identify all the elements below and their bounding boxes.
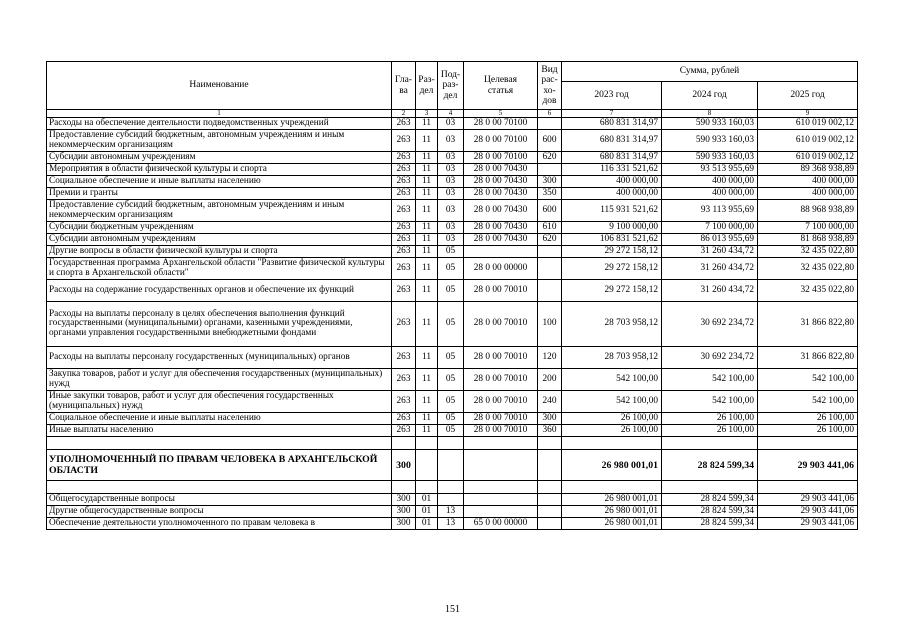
cell-razdel: 11 — [416, 234, 438, 246]
cell-name: Другие общегосударственные вопросы — [47, 506, 392, 518]
table-row — [47, 222, 858, 234]
cell-sum-2025: 89 368 938,89 — [758, 164, 858, 176]
cell-glava: 263 — [392, 413, 416, 425]
cell-target — [464, 494, 538, 506]
cell-vid — [538, 437, 562, 450]
cell-vid — [538, 494, 562, 506]
cell-podrazdel — [438, 437, 464, 450]
cell-sum-2023: 29 272 158,12 — [562, 246, 662, 258]
cell-sum-2023: 400 000,00 — [562, 176, 662, 188]
cell-sum-2023: 542 100,00 — [562, 369, 662, 391]
cell-name: Предоставление субсидий бюджетным, автономным учреждениям и иным некоммерческим организациям — [47, 200, 392, 222]
cell-target — [464, 437, 538, 450]
cell-name: Субсидии автономным учреждениям — [47, 152, 392, 164]
cell-sum-2023: 680 831 314,97 — [562, 130, 662, 152]
cell-sum-2023: 542 100,00 — [562, 391, 662, 413]
table-row — [47, 506, 858, 518]
cell-sum-2025: 29 903 441,06 — [758, 494, 858, 506]
cell-name: Другие вопросы в области физической культуры и спорта — [47, 246, 392, 258]
cell-sum-2025 — [758, 437, 858, 450]
cell-sum-2024: 28 824 599,34 — [662, 518, 758, 530]
cell-sum-2024 — [662, 481, 758, 494]
colnum: 9 — [758, 110, 858, 118]
cell-sum-2024: 590 933 160,03 — [662, 118, 758, 130]
cell-glava: 263 — [392, 222, 416, 234]
cell-podrazdel: 05 — [438, 258, 464, 280]
cell-podrazdel: 13 — [438, 518, 464, 530]
cell-vid: 350 — [538, 188, 562, 200]
cell-target: 28 0 00 00000 — [464, 258, 538, 280]
table-row — [47, 347, 858, 369]
cell-glava: 263 — [392, 280, 416, 302]
cell-vid — [538, 118, 562, 130]
cell-glava: 263 — [392, 164, 416, 176]
cell-podrazdel: 03 — [438, 234, 464, 246]
cell-sum-2024: 28 824 599,34 — [662, 506, 758, 518]
table-row — [47, 437, 858, 450]
cell-razdel: 11 — [416, 391, 438, 413]
cell-podrazdel — [438, 450, 464, 481]
cell-sum-2025: 88 968 938,89 — [758, 200, 858, 222]
cell-razdel: 01 — [416, 494, 438, 506]
cell-glava: 300 — [392, 450, 416, 481]
cell-sum-2023: 116 331 521,62 — [562, 164, 662, 176]
table-row — [47, 130, 858, 152]
colnum: 4 — [438, 110, 464, 118]
cell-glava: 263 — [392, 176, 416, 188]
cell-razdel: 11 — [416, 130, 438, 152]
cell-vid — [538, 481, 562, 494]
cell-target: 28 0 00 70100 — [464, 130, 538, 152]
cell-podrazdel — [438, 494, 464, 506]
cell-razdel: 11 — [416, 164, 438, 176]
cell-podrazdel: 03 — [438, 152, 464, 164]
cell-name: Расходы на выплаты персоналу государственных (муниципальных) органов — [47, 347, 392, 369]
cell-podrazdel: 03 — [438, 188, 464, 200]
cell-sum-2024: 26 100,00 — [662, 425, 758, 437]
cell-sum-2025: 32 435 022,80 — [758, 258, 858, 280]
cell-sum-2025: 610 019 002,12 — [758, 118, 858, 130]
colnum: 3 — [416, 110, 438, 118]
cell-target: 28 0 00 70010 — [464, 347, 538, 369]
header-glava: Гла- ва — [392, 62, 416, 110]
cell-target: 65 0 00 00000 — [464, 518, 538, 530]
cell-target: 28 0 00 70430 — [464, 176, 538, 188]
cell-target: 28 0 00 70430 — [464, 188, 538, 200]
cell-vid — [538, 280, 562, 302]
cell-glava: 263 — [392, 391, 416, 413]
cell-target: 28 0 00 70100 — [464, 118, 538, 130]
cell-sum-2024: 31 260 434,72 — [662, 280, 758, 302]
column-number-row — [47, 110, 858, 118]
cell-sum-2025: 542 100,00 — [758, 369, 858, 391]
cell-name: Расходы на обеспечение деятельности подведомственных учреждений — [47, 118, 392, 130]
cell-razdel: 11 — [416, 258, 438, 280]
cell-target — [464, 246, 538, 258]
cell-glava — [392, 481, 416, 494]
table-row — [47, 188, 858, 200]
table-row — [47, 518, 858, 530]
cell-glava: 263 — [392, 118, 416, 130]
cell-name: Расходы на содержание государственных органов и обеспечение их функций — [47, 280, 392, 302]
cell-razdel: 11 — [416, 188, 438, 200]
cell-sum-2023: 29 272 158,12 — [562, 280, 662, 302]
cell-name: Предоставление субсидий бюджетным, автономным учреждениям и иным некоммерческим организациям — [47, 130, 392, 152]
cell-razdel: 11 — [416, 425, 438, 437]
cell-sum-2023: 26 980 001,01 — [562, 450, 662, 481]
table-row — [47, 246, 858, 258]
cell-podrazdel: 03 — [438, 200, 464, 222]
cell-name: Иные закупки товаров, работ и услуг для обеспечения государственных (муниципальных) нужд — [47, 391, 392, 413]
cell-sum-2023: 26 100,00 — [562, 413, 662, 425]
cell-glava: 263 — [392, 302, 416, 347]
cell-name: Субсидии автономным учреждениям — [47, 234, 392, 246]
cell-sum-2025: 32 435 022,80 — [758, 246, 858, 258]
colnum: 2 — [392, 110, 416, 118]
cell-sum-2024: 26 100,00 — [662, 413, 758, 425]
cell-sum-2024: 28 824 599,34 — [662, 450, 758, 481]
cell-razdel: 11 — [416, 200, 438, 222]
cell-vid: 610 — [538, 222, 562, 234]
cell-vid — [538, 164, 562, 176]
cell-target — [464, 481, 538, 494]
cell-glava: 263 — [392, 188, 416, 200]
table-row — [47, 369, 858, 391]
cell-razdel: 11 — [416, 222, 438, 234]
cell-sum-2024: 542 100,00 — [662, 391, 758, 413]
cell-sum-2023: 400 000,00 — [562, 188, 662, 200]
table-row — [47, 391, 858, 413]
cell-name: Обеспечение деятельности уполномоченного по правам человека в — [47, 518, 392, 530]
cell-sum-2023 — [562, 481, 662, 494]
colnum: 5 — [464, 110, 538, 118]
cell-glava: 263 — [392, 258, 416, 280]
cell-vid: 360 — [538, 425, 562, 437]
colnum: 6 — [538, 110, 562, 118]
table-row — [47, 118, 858, 130]
cell-target: 28 0 00 70010 — [464, 391, 538, 413]
cell-name: Социальное обеспечение и иные выплаты населению — [47, 413, 392, 425]
cell-glava: 300 — [392, 494, 416, 506]
cell-sum-2023: 26 980 001,01 — [562, 494, 662, 506]
cell-glava — [392, 437, 416, 450]
cell-razdel — [416, 437, 438, 450]
cell-vid — [538, 246, 562, 258]
cell-glava: 263 — [392, 200, 416, 222]
cell-sum-2025: 26 100,00 — [758, 413, 858, 425]
cell-sum-2024 — [662, 437, 758, 450]
table-row — [47, 176, 858, 188]
cell-glava: 263 — [392, 246, 416, 258]
cell-sum-2025: 81 868 938,89 — [758, 234, 858, 246]
cell-name: Государственная программа Архангельской области "Развитие физической культуры и спорта в Архангельской области" — [47, 258, 392, 280]
cell-sum-2025: 400 000,00 — [758, 188, 858, 200]
cell-name: Премии и гранты — [47, 188, 392, 200]
cell-sum-2025: 610 019 002,12 — [758, 130, 858, 152]
cell-razdel — [416, 481, 438, 494]
cell-podrazdel: 05 — [438, 302, 464, 347]
cell-podrazdel: 05 — [438, 347, 464, 369]
cell-sum-2025: 610 019 002,12 — [758, 152, 858, 164]
cell-vid — [538, 258, 562, 280]
cell-sum-2024: 7 100 000,00 — [662, 222, 758, 234]
cell-podrazdel: 05 — [438, 280, 464, 302]
cell-target: 28 0 00 70430 — [464, 234, 538, 246]
cell-vid: 600 — [538, 200, 562, 222]
cell-sum-2025: 29 903 441,06 — [758, 506, 858, 518]
cell-podrazdel: 03 — [438, 130, 464, 152]
cell-target — [464, 450, 538, 481]
cell-sum-2024: 400 000,00 — [662, 176, 758, 188]
cell-podrazdel: 05 — [438, 425, 464, 437]
cell-podrazdel: 05 — [438, 246, 464, 258]
cell-name — [47, 481, 392, 494]
cell-sum-2025: 29 903 441,06 — [758, 518, 858, 530]
header-2024: 2024 год — [662, 82, 758, 110]
cell-razdel: 01 — [416, 518, 438, 530]
cell-vid: 300 — [538, 413, 562, 425]
cell-razdel: 11 — [416, 347, 438, 369]
header-2023: 2023 год — [562, 82, 662, 110]
cell-name: Расходы на выплаты персоналу в целях обеспечения выполнения функций государственными (муниципальными) органами, казенными учреждениями, органами управления государственными внебюджетными фондами — [47, 302, 392, 347]
cell-podrazdel — [438, 481, 464, 494]
table-row — [47, 413, 858, 425]
cell-sum-2023: 26 100,00 — [562, 425, 662, 437]
cell-name: Общегосударственные вопросы — [47, 494, 392, 506]
cell-sum-2023: 115 931 521,62 — [562, 200, 662, 222]
cell-podrazdel: 03 — [438, 222, 464, 234]
cell-sum-2023: 28 703 958,12 — [562, 302, 662, 347]
cell-razdel — [416, 450, 438, 481]
cell-glava: 263 — [392, 425, 416, 437]
cell-razdel: 11 — [416, 176, 438, 188]
cell-sum-2024: 590 933 160,03 — [662, 130, 758, 152]
cell-sum-2023: 26 980 001,01 — [562, 506, 662, 518]
cell-sum-2024: 590 933 160,03 — [662, 152, 758, 164]
cell-podrazdel: 03 — [438, 164, 464, 176]
cell-vid: 620 — [538, 234, 562, 246]
cell-sum-2024: 93 113 955,69 — [662, 200, 758, 222]
cell-target: 28 0 00 70430 — [464, 200, 538, 222]
cell-vid — [538, 506, 562, 518]
cell-name: Социальное обеспечение и иные выплаты населению — [47, 176, 392, 188]
cell-name: Мероприятия в области физической культуры и спорта — [47, 164, 392, 176]
budget-table — [46, 61, 858, 530]
cell-podrazdel: 05 — [438, 391, 464, 413]
cell-razdel: 11 — [416, 302, 438, 347]
cell-vid — [538, 450, 562, 481]
table-row — [47, 200, 858, 222]
cell-sum-2025: 32 435 022,80 — [758, 280, 858, 302]
cell-sum-2024: 28 824 599,34 — [662, 494, 758, 506]
cell-target: 28 0 00 70010 — [464, 280, 538, 302]
cell-sum-2024: 31 260 434,72 — [662, 258, 758, 280]
cell-sum-2023: 9 100 000,00 — [562, 222, 662, 234]
cell-sum-2025: 400 000,00 — [758, 176, 858, 188]
cell-vid: 240 — [538, 391, 562, 413]
cell-glava: 263 — [392, 130, 416, 152]
cell-razdel: 01 — [416, 506, 438, 518]
cell-sum-2024: 30 692 234,72 — [662, 347, 758, 369]
cell-sum-2024: 542 100,00 — [662, 369, 758, 391]
cell-target — [464, 506, 538, 518]
cell-sum-2023: 28 703 958,12 — [562, 347, 662, 369]
cell-sum-2023: 680 831 314,97 — [562, 118, 662, 130]
cell-vid: 620 — [538, 152, 562, 164]
cell-sum-2025: 31 866 822,80 — [758, 347, 858, 369]
header-vid: Вид рас- хо- дов — [538, 62, 562, 110]
page-number: 151 — [445, 604, 460, 615]
cell-target: 28 0 00 70430 — [464, 222, 538, 234]
cell-sum-2023: 680 831 314,97 — [562, 152, 662, 164]
cell-sum-2024: 400 000,00 — [662, 188, 758, 200]
cell-sum-2025: 31 866 822,80 — [758, 302, 858, 347]
cell-sum-2025 — [758, 481, 858, 494]
cell-sum-2024: 93 513 955,69 — [662, 164, 758, 176]
cell-glava: 263 — [392, 234, 416, 246]
table-row — [47, 152, 858, 164]
cell-name: Иные выплаты населению — [47, 425, 392, 437]
cell-vid — [538, 518, 562, 530]
colnum: 7 — [562, 110, 662, 118]
cell-glava: 300 — [392, 506, 416, 518]
header-podrazdel: Под- раз- дел — [438, 62, 464, 110]
cell-sum-2025: 29 903 441,06 — [758, 450, 858, 481]
cell-sum-2025: 542 100,00 — [758, 391, 858, 413]
table-row — [47, 425, 858, 437]
table-row — [47, 280, 858, 302]
cell-podrazdel: 03 — [438, 176, 464, 188]
cell-podrazdel: 05 — [438, 413, 464, 425]
cell-glava: 263 — [392, 369, 416, 391]
colnum: 8 — [662, 110, 758, 118]
cell-razdel: 11 — [416, 246, 438, 258]
header-name: Наименование — [47, 62, 392, 110]
table-row — [47, 302, 858, 347]
table-row — [47, 234, 858, 246]
header-2025: 2025 год — [758, 82, 858, 110]
cell-name: Закупка товаров, работ и услуг для обеспечения государственных (муниципальных) нужд — [47, 369, 392, 391]
table-body — [47, 110, 858, 530]
cell-glava: 300 — [392, 518, 416, 530]
cell-target: 28 0 00 70010 — [464, 413, 538, 425]
cell-target: 28 0 00 70010 — [464, 369, 538, 391]
cell-sum-2024: 31 260 434,72 — [662, 246, 758, 258]
header-razdel: Раз- дел — [416, 62, 438, 110]
cell-target: 28 0 00 70010 — [464, 302, 538, 347]
table-row — [47, 258, 858, 280]
colnum: 1 — [47, 110, 392, 118]
cell-vid: 100 — [538, 302, 562, 347]
cell-podrazdel: 13 — [438, 506, 464, 518]
table-row — [47, 494, 858, 506]
cell-podrazdel: 05 — [438, 369, 464, 391]
cell-razdel: 11 — [416, 369, 438, 391]
table-row — [47, 450, 858, 481]
cell-razdel: 11 — [416, 280, 438, 302]
cell-vid: 200 — [538, 369, 562, 391]
cell-razdel: 11 — [416, 413, 438, 425]
cell-target: 28 0 00 70430 — [464, 164, 538, 176]
cell-razdel: 11 — [416, 152, 438, 164]
cell-sum-2025: 26 100,00 — [758, 425, 858, 437]
cell-sum-2024: 30 692 234,72 — [662, 302, 758, 347]
cell-sum-2023 — [562, 437, 662, 450]
cell-sum-2025: 7 100 000,00 — [758, 222, 858, 234]
cell-name: Субсидии бюджетным учреждениям — [47, 222, 392, 234]
cell-vid: 120 — [538, 347, 562, 369]
header-target: Целевая статья — [464, 62, 538, 110]
cell-sum-2024: 86 013 955,69 — [662, 234, 758, 246]
cell-vid: 600 — [538, 130, 562, 152]
cell-sum-2023: 106 831 521,62 — [562, 234, 662, 246]
header-sum: Сумма, рублей — [562, 62, 858, 82]
cell-podrazdel: 03 — [438, 118, 464, 130]
cell-razdel: 11 — [416, 118, 438, 130]
table-row — [47, 164, 858, 176]
table-row — [47, 481, 858, 494]
cell-name — [47, 437, 392, 450]
cell-glava: 263 — [392, 347, 416, 369]
cell-target: 28 0 00 70100 — [464, 152, 538, 164]
cell-target: 28 0 00 70010 — [464, 425, 538, 437]
cell-sum-2023: 26 980 001,01 — [562, 518, 662, 530]
cell-glava: 263 — [392, 152, 416, 164]
cell-vid: 300 — [538, 176, 562, 188]
cell-sum-2023: 29 272 158,12 — [562, 258, 662, 280]
cell-name: УПОЛНОМОЧЕННЫЙ ПО ПРАВАМ ЧЕЛОВЕКА В АРХАНГЕЛЬСКОЙ ОБЛАСТИ — [47, 450, 392, 481]
